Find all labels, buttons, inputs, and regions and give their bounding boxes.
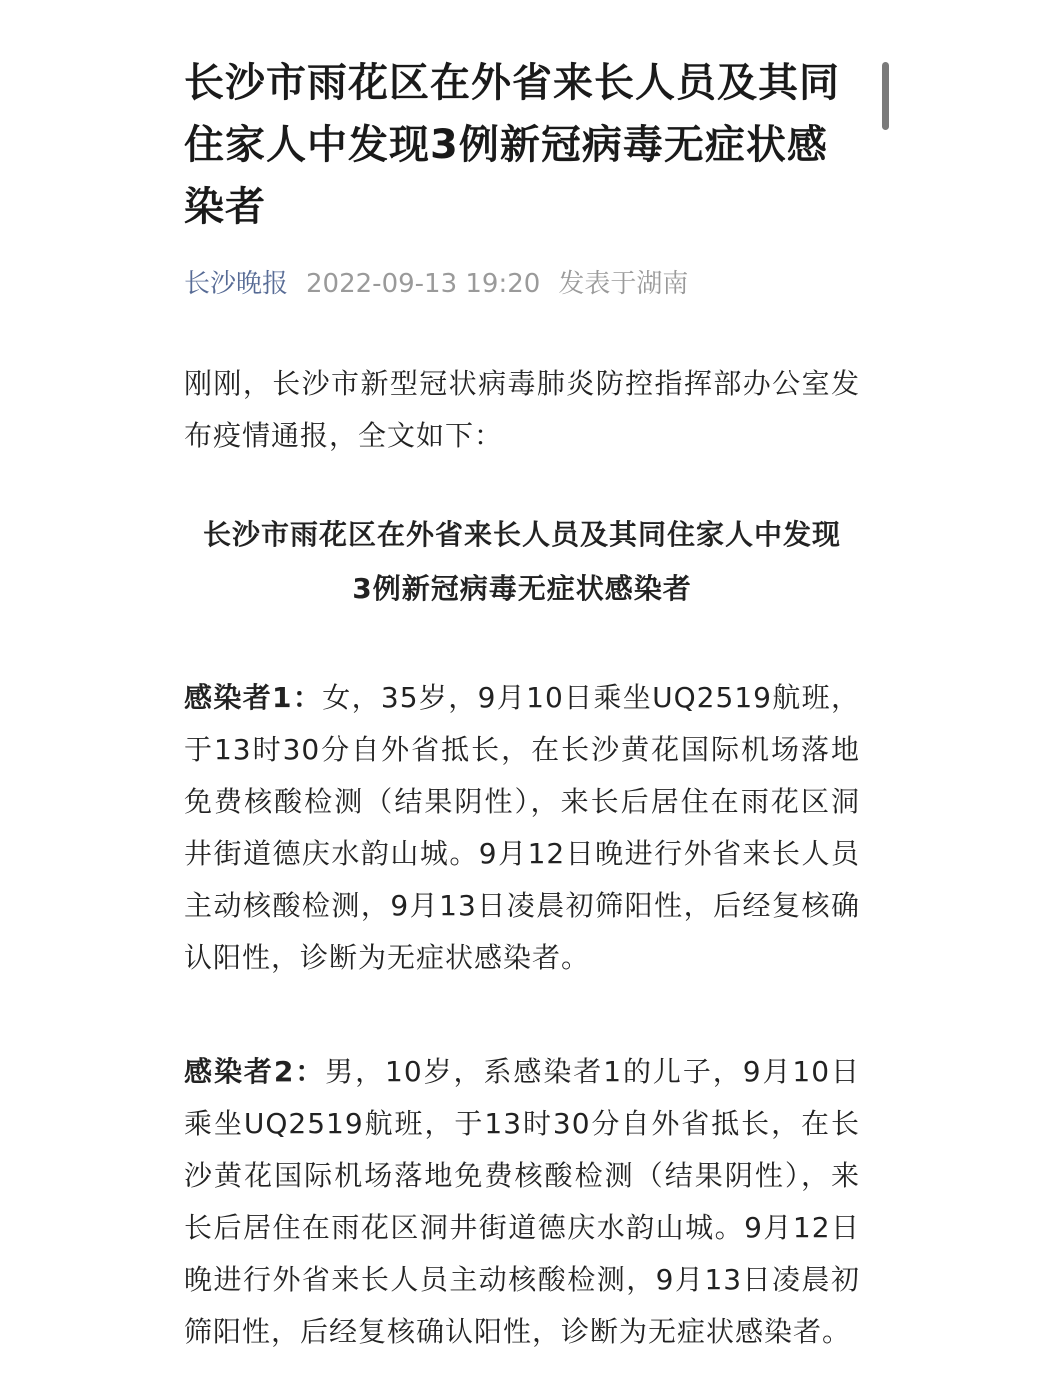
scrollbar-thumb[interactable] — [882, 62, 889, 130]
publish-location: 发表于湖南 — [558, 269, 689, 299]
article-meta — [184, 266, 860, 302]
notice-subtitle — [184, 508, 860, 616]
case-2-text: 男，10岁，系感染者1的儿子，9月10日乘坐UQ2519航班，于13时30分自外省抵长，在长沙黄花国际机场落地免费核酸检测（结果阴性），来长后居住在雨花区洞井街道德庆水韵山城。9月12日晚进行外省来长人员主动核酸检测，9月13日凌晨初筛阳性，后经复核确认阳性，诊断为无症状感染者。 — [184, 1055, 860, 1348]
article-title: 长沙市雨花区在外省来长人员及其同住家人中发现3例新冠病毒无症状感染者 — [184, 60, 840, 230]
case-1-text: 女，35岁，9月10日乘坐UQ2519航班，于13时30分自外省抵长，在长沙黄花国际机场落地免费核酸检测（结果阴性），来长后居住在雨花区洞井街道德庆水韵山城。9月12日晚进行外省来长人员主动核酸检测，9月13日凌晨初筛阳性，后经复核确认阳性，诊断为无症状感染者。 — [184, 681, 860, 974]
notice-subtitle-line-1: 长沙市雨花区在外省来长人员及其同住家人中发现 — [202, 518, 841, 551]
case-2-label: 感染者2： — [184, 1055, 326, 1088]
source-link[interactable]: 长沙晚报 — [184, 269, 289, 299]
case-1-label: 感染者1： — [184, 681, 323, 714]
publish-date: 2022-09-13 19:20 — [306, 269, 541, 299]
case-2-paragraph — [184, 1046, 860, 1358]
article — [184, 52, 860, 1358]
intro-paragraph: 刚刚，长沙市新型冠状病毒肺炎防控指挥部办公室发布疫情通报，全文如下： — [184, 367, 860, 452]
case-1-paragraph — [184, 672, 860, 984]
notice-subtitle-line-2: 3例新冠病毒无症状感染者 — [352, 572, 692, 605]
